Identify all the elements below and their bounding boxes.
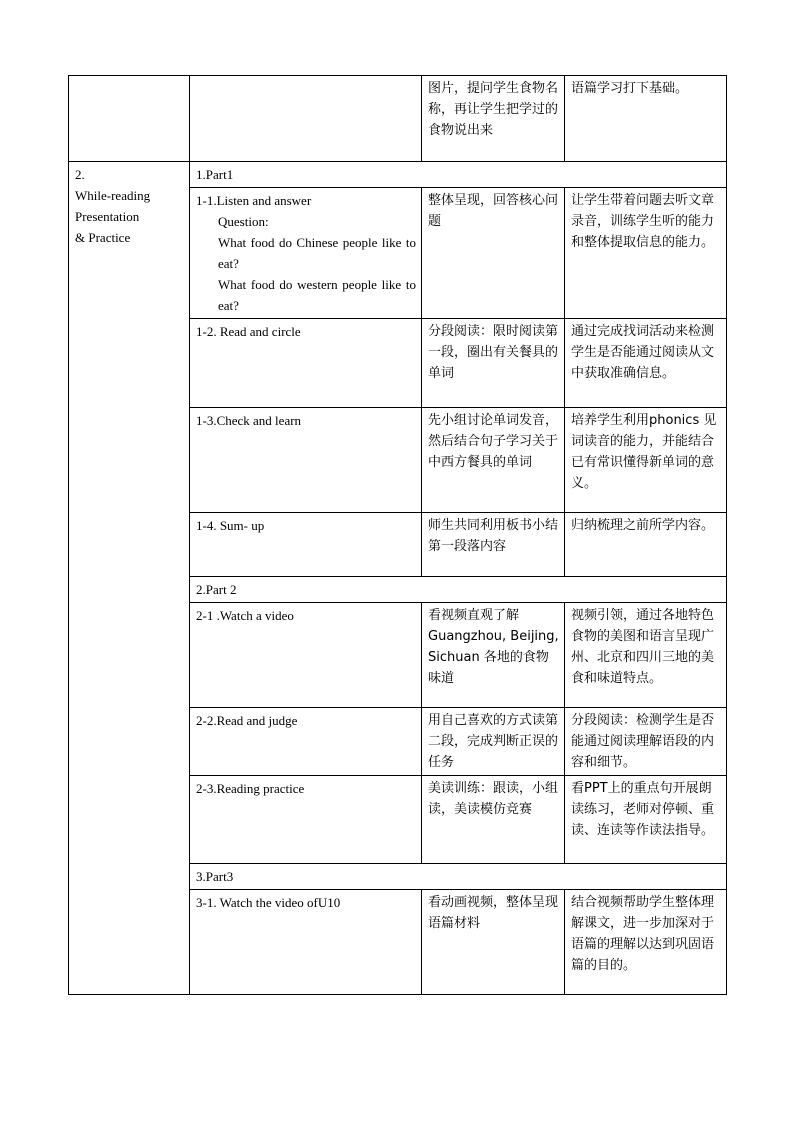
stage-line: & Practice xyxy=(75,230,131,245)
activity-cell: 用自己喜欢的方式读第二段，完成判断正误的任务 xyxy=(422,708,565,776)
step-line: What food do western people like to eat? xyxy=(218,277,416,313)
step-cell: 2-2.Read and judge xyxy=(190,708,422,776)
step-line: Question: xyxy=(218,214,269,229)
part-title: 1.Part1 xyxy=(190,162,727,188)
step-cell: 2-1 .Watch a video xyxy=(190,603,422,708)
step-line: What food do Chinese people like to eat? xyxy=(218,235,416,271)
purpose-cell: 让学生带着问题去听文章录音，训练学生听的能力和整体提取信息的能力。 xyxy=(565,188,727,319)
stage-line: While-reading xyxy=(75,188,151,203)
purpose-cell: 语篇学习打下基础。 xyxy=(565,76,727,162)
activity-cell: 美读训练：跟读，小组读，美读模仿竞赛 xyxy=(422,776,565,864)
table-row xyxy=(69,162,727,188)
step-cell: 3-1. Watch the video ofU10 xyxy=(190,890,422,995)
activity-cell: 师生共同利用板书小结第一段落内容 xyxy=(422,513,565,577)
activity-cell: 看动画视频，整体呈现语篇材料 xyxy=(422,890,565,995)
purpose-cell: 看PPT上的重点句开展朗读练习，老师对停顿、重读、连读等作读法指导。 xyxy=(565,776,727,864)
activity-cell: 分段阅读：限时阅读第一段，圈出有关餐具的单词 xyxy=(422,319,565,408)
activity-cell: 图片，提问学生食物名称，再让学生把学过的食物说出来 xyxy=(422,76,565,162)
activity-cell: 看视频直观了解Guangzhou, Beijing, Sichuan 各地的食物味道 xyxy=(422,603,565,708)
purpose-cell: 视频引领，通过各地特色食物的美图和语言呈现广州、北京和四川三地的美食和味道特点。 xyxy=(565,603,727,708)
activity-cell: 整体呈现，回答核心问题 xyxy=(422,188,565,319)
lesson-plan-table xyxy=(68,75,727,995)
part-title: 2.Part 2 xyxy=(190,577,727,603)
activity-cell: 先小组讨论单词发音，然后结合句子学习关于中西方餐具的单词 xyxy=(422,408,565,513)
purpose-cell: 通过完成找词活动来检测学生是否能通过阅读从文中获取准确信息。 xyxy=(565,319,727,408)
step-cell xyxy=(190,188,422,319)
step-cell-empty xyxy=(190,76,422,162)
stage-cell xyxy=(69,162,190,995)
table-row xyxy=(69,76,727,162)
stage-cell-empty xyxy=(69,76,190,162)
step-cell: 1-3.Check and learn xyxy=(190,408,422,513)
purpose-cell: 分段阅读：检测学生是否能通过阅读理解语段的内容和细节。 xyxy=(565,708,727,776)
purpose-cell: 归纳梳理之前所学内容。 xyxy=(565,513,727,577)
stage-number: 2. xyxy=(75,167,85,182)
part-title: 3.Part3 xyxy=(190,864,727,890)
step-cell: 1-4. Sum- up xyxy=(190,513,422,577)
purpose-cell: 结合视频帮助学生整体理解课文，进一步加深对于语篇的理解以达到巩固语篇的目的。 xyxy=(565,890,727,995)
step-cell: 1-2. Read and circle xyxy=(190,319,422,408)
stage-line: Presentation xyxy=(75,209,140,224)
step-cell: 2-3.Reading practice xyxy=(190,776,422,864)
step-title: 1-1.Listen and answer xyxy=(196,193,312,208)
purpose-cell: 培养学生利用phonics 见词读音的能力，并能结合已有常识懂得新单词的意义。 xyxy=(565,408,727,513)
